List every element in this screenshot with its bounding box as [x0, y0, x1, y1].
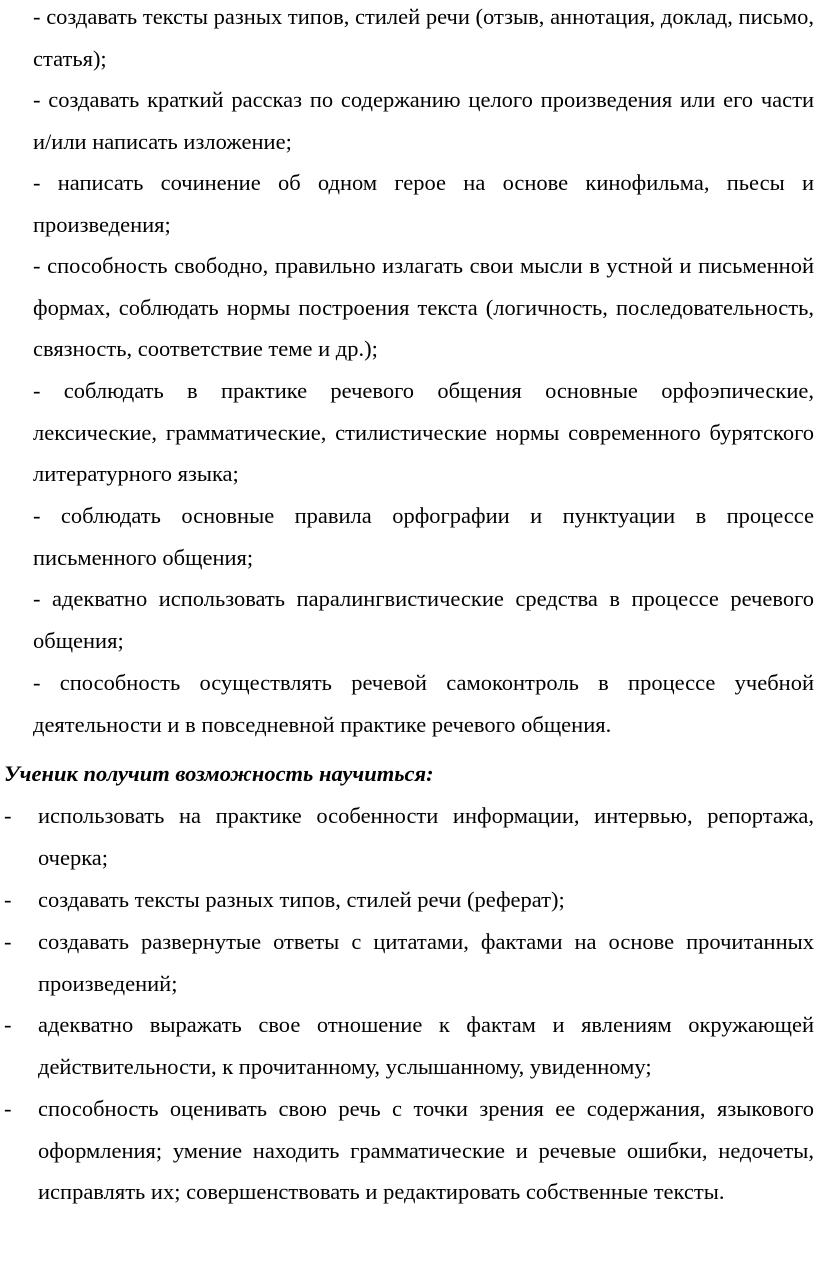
bullet-dash: - — [4, 803, 12, 828]
opportunity-item — [4, 921, 814, 1004]
opportunity-item-text: использовать на практике особенности информации, интервью, репортажа, очерка; — [38, 803, 814, 870]
outcome-item: - создавать краткий рассказ по содержанию целого произведения или его части и/или написать изложение; — [33, 87, 814, 154]
opportunity-item — [4, 1088, 814, 1213]
opportunity-item — [4, 795, 814, 878]
outcome-item: - способность осуществлять речевой самоконтроль в процессе учебной деятельности и в повседневной практике речевого общения. — [33, 670, 814, 737]
bullet-dash: - — [4, 887, 12, 912]
outcome-item: - соблюдать основные правила орфографии и пунктуации в процессе письменного общения; — [33, 503, 814, 570]
outcome-item: - соблюдать в практике речевого общения основные орфоэпические, лексические, грамматические, стилистические нормы современного бурятского литературного языка; — [33, 378, 814, 487]
bullet-dash: - — [4, 929, 12, 954]
outcome-item: - адекватно использовать паралингвистические средства в процессе речевого общения; — [33, 586, 814, 653]
bullet-dash: - — [4, 1012, 12, 1037]
opportunity-item-text: способность оценивать свою речь с точки зрения ее содержания, языкового оформления; умение находить грамматические и речевые ошибки, недочеты, исправлять их; совершенствовать и редактировать собственные тексты. — [38, 1096, 814, 1205]
outcome-item: - создавать тексты разных типов, стилей речи (отзыв, аннотация, доклад, письмо, статья); — [33, 4, 814, 71]
section-heading: Ученик получит возможность научиться: — [4, 761, 434, 786]
bullet-dash: - — [4, 1096, 12, 1121]
opportunity-item-text: адекватно выражать свое отношение к фактам и явлениям окружающей действительности, к прочитанному, услышанному, увиденному; — [38, 1012, 814, 1079]
opportunity-item-text: создавать тексты разных типов, стилей речи (реферат); — [38, 887, 565, 912]
outcome-item: - написать сочинение об одном герое на основе кинофильма, пьесы и произведения; — [33, 170, 814, 237]
opportunity-item — [4, 879, 814, 921]
opportunity-item — [4, 1004, 814, 1087]
outcome-item: - способность свободно, правильно излагать свои мысли в устной и письменной формах, соблюдать нормы построения текста (логичность, последовательность, связность, соответствие теме и др.); — [33, 253, 814, 362]
opportunity-item-text: создавать развернутые ответы с цитатами, фактами на основе прочитанных произведений; — [38, 929, 814, 996]
